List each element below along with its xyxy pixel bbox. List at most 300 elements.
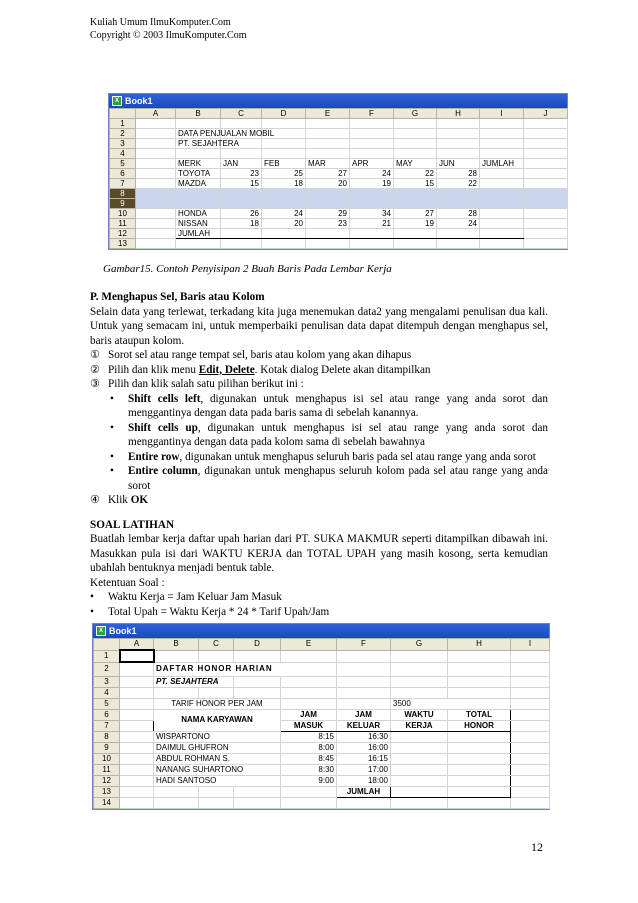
cell[interactable]: 28 bbox=[437, 169, 480, 179]
cell[interactable] bbox=[281, 676, 337, 687]
header-kerja[interactable]: KERJA bbox=[391, 720, 448, 731]
cell[interactable] bbox=[511, 797, 550, 808]
row-header[interactable]: 3 bbox=[94, 676, 120, 687]
jam-masuk[interactable]: 9:00 bbox=[281, 775, 337, 786]
col-header-f[interactable]: F bbox=[337, 639, 391, 651]
cell[interactable] bbox=[480, 179, 524, 189]
step-2 bbox=[90, 363, 548, 378]
cell[interactable] bbox=[437, 139, 480, 149]
cell[interactable] bbox=[524, 159, 568, 169]
cell[interactable] bbox=[437, 239, 480, 249]
cell[interactable] bbox=[136, 149, 176, 159]
active-cell[interactable] bbox=[120, 650, 154, 662]
row-header[interactable]: 13 bbox=[94, 786, 120, 797]
cell[interactable]: 19 bbox=[394, 219, 437, 229]
row-header[interactable]: 2 bbox=[94, 662, 120, 676]
jam-masuk[interactable]: 8:45 bbox=[281, 753, 337, 764]
soal-text: Buatlah lembar kerja daftar upah harian dari PT. SUKA MAKMUR seperti ditampilkan dibawah ini. Masukkan pula isi dari WAKTU KERJA dan TOTAL UPAH yang masih kosong, serta kemudian ubahlah bentuknya menjadi bentuk table. bbox=[90, 533, 548, 574]
rule-2 bbox=[90, 605, 548, 620]
sheet-row bbox=[110, 189, 568, 199]
cell[interactable] bbox=[437, 199, 480, 209]
header-waktu[interactable]: WAKTU bbox=[391, 709, 448, 720]
cell[interactable] bbox=[511, 731, 550, 742]
cell[interactable] bbox=[391, 786, 448, 797]
cell[interactable] bbox=[480, 119, 524, 129]
cell[interactable] bbox=[511, 775, 550, 786]
cell[interactable] bbox=[120, 676, 154, 687]
row-header[interactable]: 4 bbox=[94, 687, 120, 698]
cell[interactable]: 19 bbox=[350, 179, 394, 189]
cell[interactable] bbox=[337, 676, 391, 687]
waktu-kerja[interactable] bbox=[391, 775, 448, 786]
cell[interactable]: 20 bbox=[306, 179, 350, 189]
cell[interactable] bbox=[221, 199, 262, 209]
cell[interactable] bbox=[136, 179, 176, 189]
window-titlebar[interactable] bbox=[109, 94, 567, 108]
header-jam[interactable]: JAM bbox=[281, 709, 337, 720]
cell[interactable]: HONDA bbox=[176, 209, 221, 219]
col-header-h[interactable]: H bbox=[448, 639, 511, 651]
cell[interactable]: APR bbox=[350, 159, 394, 169]
cell[interactable]: 25 bbox=[262, 169, 306, 179]
cell[interactable] bbox=[394, 229, 437, 239]
header-line-2: Copyright © 2003 IlmuKomputer.Com bbox=[90, 30, 247, 41]
cell[interactable] bbox=[281, 797, 337, 808]
col-header-i[interactable]: I bbox=[511, 639, 550, 651]
cell[interactable] bbox=[136, 199, 176, 209]
cell[interactable] bbox=[120, 764, 154, 775]
cell[interactable] bbox=[350, 189, 394, 199]
cell[interactable] bbox=[199, 687, 234, 698]
cell[interactable] bbox=[394, 119, 437, 129]
cell[interactable] bbox=[306, 139, 350, 149]
cell[interactable] bbox=[234, 687, 281, 698]
cell[interactable] bbox=[306, 239, 350, 249]
cell[interactable]: FEB bbox=[262, 159, 306, 169]
cell[interactable] bbox=[176, 119, 221, 129]
col-header-f[interactable]: F bbox=[350, 109, 394, 119]
step-text: Sorot sel atau range tempat sel, baris atau kolom yang akan dihapus bbox=[108, 349, 412, 361]
jam-keluar[interactable]: 16:15 bbox=[337, 753, 391, 764]
cell[interactable] bbox=[136, 129, 176, 139]
cell[interactable] bbox=[176, 149, 221, 159]
select-all-corner[interactable] bbox=[94, 639, 120, 651]
cell[interactable] bbox=[120, 720, 154, 731]
cell[interactable]: TOYOTA bbox=[176, 169, 221, 179]
cell[interactable]: 18 bbox=[221, 219, 262, 229]
option-label: Shift cells left bbox=[128, 392, 201, 405]
waktu-kerja[interactable] bbox=[391, 731, 448, 742]
row-header[interactable]: 8 bbox=[110, 189, 136, 199]
cell[interactable] bbox=[437, 229, 480, 239]
col-header-e[interactable]: E bbox=[281, 639, 337, 651]
cell[interactable] bbox=[120, 786, 154, 797]
cell[interactable] bbox=[350, 129, 394, 139]
cell[interactable] bbox=[448, 676, 511, 687]
sheet-title-cell[interactable]: DAFTAR HONOR HARIAN bbox=[154, 662, 337, 676]
cell[interactable]: JUMLAH bbox=[176, 229, 221, 239]
cell[interactable] bbox=[480, 129, 524, 139]
row-header[interactable]: 5 bbox=[94, 698, 120, 709]
cell[interactable]: 29 bbox=[306, 209, 350, 219]
row-header[interactable]: 3 bbox=[110, 139, 136, 149]
cell[interactable] bbox=[221, 119, 262, 129]
jam-masuk[interactable]: 8:00 bbox=[281, 742, 337, 753]
cell[interactable]: 15 bbox=[394, 179, 437, 189]
cell[interactable]: 23 bbox=[221, 169, 262, 179]
cell[interactable] bbox=[524, 179, 568, 189]
col-header-c[interactable]: C bbox=[221, 109, 262, 119]
jam-keluar[interactable]: 16:00 bbox=[337, 742, 391, 753]
sheet-row bbox=[94, 786, 550, 797]
jam-keluar[interactable]: 18:00 bbox=[337, 775, 391, 786]
cell[interactable] bbox=[337, 698, 391, 709]
cell[interactable]: MAY bbox=[394, 159, 437, 169]
header-total[interactable]: TOTAL bbox=[448, 709, 511, 720]
bullet-icon: • bbox=[90, 605, 94, 618]
cell[interactable] bbox=[480, 139, 524, 149]
cell[interactable] bbox=[154, 786, 199, 797]
select-all-corner[interactable] bbox=[110, 109, 136, 119]
row-header[interactable]: 6 bbox=[110, 169, 136, 179]
cell[interactable] bbox=[394, 239, 437, 249]
cell[interactable] bbox=[480, 229, 524, 239]
cell[interactable] bbox=[306, 129, 350, 139]
cell[interactable]: 15 bbox=[221, 179, 262, 189]
cell[interactable] bbox=[221, 149, 262, 159]
cell[interactable] bbox=[154, 797, 199, 808]
cell[interactable] bbox=[120, 753, 154, 764]
cell[interactable] bbox=[524, 209, 568, 219]
cell[interactable] bbox=[524, 139, 568, 149]
cell[interactable] bbox=[306, 149, 350, 159]
cell[interactable] bbox=[524, 239, 568, 249]
cell[interactable] bbox=[281, 650, 337, 662]
excel-icon: X bbox=[112, 96, 122, 106]
cell[interactable] bbox=[391, 650, 448, 662]
col-header-a[interactable]: A bbox=[136, 109, 176, 119]
cell[interactable] bbox=[511, 786, 550, 797]
cell[interactable] bbox=[262, 199, 306, 209]
total-honor[interactable] bbox=[448, 753, 511, 764]
cell[interactable] bbox=[281, 786, 337, 797]
col-header-a[interactable]: A bbox=[120, 639, 154, 651]
row-header[interactable]: 1 bbox=[94, 650, 120, 662]
col-header-i[interactable]: I bbox=[480, 109, 524, 119]
cell[interactable]: NISSAN bbox=[176, 219, 221, 229]
cell[interactable] bbox=[306, 199, 350, 209]
sheet-row bbox=[94, 676, 550, 687]
cell[interactable]: MAR bbox=[306, 159, 350, 169]
cell[interactable] bbox=[306, 189, 350, 199]
cell[interactable] bbox=[337, 662, 391, 676]
cell[interactable] bbox=[306, 119, 350, 129]
row-header[interactable]: 11 bbox=[110, 219, 136, 229]
cell[interactable] bbox=[136, 209, 176, 219]
cell[interactable] bbox=[221, 239, 262, 249]
window-titlebar[interactable] bbox=[93, 624, 549, 638]
row-header[interactable]: 9 bbox=[110, 199, 136, 209]
cell[interactable] bbox=[136, 219, 176, 229]
jam-masuk[interactable]: 8:30 bbox=[281, 764, 337, 775]
cell[interactable] bbox=[437, 149, 480, 159]
col-header-e[interactable]: E bbox=[306, 109, 350, 119]
step-marker: ① bbox=[90, 349, 101, 361]
cell[interactable] bbox=[136, 139, 176, 149]
cell[interactable] bbox=[448, 786, 511, 797]
total-honor[interactable] bbox=[448, 731, 511, 742]
cell[interactable] bbox=[480, 189, 524, 199]
waktu-kerja[interactable] bbox=[391, 753, 448, 764]
cell[interactable] bbox=[524, 169, 568, 179]
cell[interactable] bbox=[480, 149, 524, 159]
total-honor[interactable] bbox=[448, 742, 511, 753]
row-header[interactable]: 1 bbox=[110, 119, 136, 129]
col-header-g[interactable]: G bbox=[394, 109, 437, 119]
table-row bbox=[94, 753, 550, 764]
cell[interactable] bbox=[306, 229, 350, 239]
cell[interactable] bbox=[234, 786, 281, 797]
cell[interactable]: DATA PENJUALAN MOBIL bbox=[176, 129, 221, 139]
cell[interactable] bbox=[136, 229, 176, 239]
cell[interactable] bbox=[234, 650, 281, 662]
cell[interactable] bbox=[511, 676, 550, 687]
row-header[interactable]: 7 bbox=[110, 179, 136, 189]
cell[interactable] bbox=[337, 650, 391, 662]
cell[interactable] bbox=[350, 119, 394, 129]
cell[interactable]: JUN bbox=[437, 159, 480, 169]
cell[interactable] bbox=[120, 731, 154, 742]
jumlah-label[interactable]: JUMLAH bbox=[337, 786, 391, 797]
waktu-kerja[interactable] bbox=[391, 742, 448, 753]
row-header[interactable]: 9 bbox=[94, 742, 120, 753]
cell[interactable] bbox=[511, 698, 550, 709]
row-header[interactable]: 2 bbox=[110, 129, 136, 139]
cell[interactable]: JUMLAH bbox=[480, 159, 524, 169]
row-header[interactable]: 5 bbox=[110, 159, 136, 169]
total-honor[interactable] bbox=[448, 764, 511, 775]
cell[interactable] bbox=[511, 687, 550, 698]
header-masuk[interactable]: MASUK bbox=[281, 720, 337, 731]
cell[interactable] bbox=[120, 709, 154, 720]
company-cell[interactable]: PT. SEJAHTERA bbox=[154, 676, 234, 687]
cell[interactable] bbox=[480, 199, 524, 209]
cell[interactable] bbox=[120, 662, 154, 676]
cell[interactable] bbox=[262, 139, 306, 149]
header-jam[interactable]: JAM bbox=[337, 709, 391, 720]
cell[interactable]: 27 bbox=[306, 169, 350, 179]
row-header[interactable]: 10 bbox=[94, 753, 120, 764]
cell[interactable] bbox=[154, 650, 199, 662]
col-header-b[interactable]: B bbox=[154, 639, 199, 651]
cell[interactable] bbox=[120, 687, 154, 698]
cell[interactable]: PT. SEJAHTERA bbox=[176, 139, 221, 149]
cell[interactable] bbox=[136, 169, 176, 179]
cell[interactable] bbox=[281, 687, 337, 698]
cell[interactable] bbox=[120, 775, 154, 786]
jam-keluar[interactable]: 16:30 bbox=[337, 731, 391, 742]
cell[interactable]: 23 bbox=[306, 219, 350, 229]
row-header[interactable]: 7 bbox=[94, 720, 120, 731]
cell[interactable]: MERK bbox=[176, 159, 221, 169]
cell[interactable] bbox=[394, 149, 437, 159]
cell[interactable]: MAZDA bbox=[176, 179, 221, 189]
col-header-d[interactable]: D bbox=[262, 109, 306, 119]
cell[interactable] bbox=[524, 229, 568, 239]
row-header[interactable]: 10 bbox=[110, 209, 136, 219]
tarif-label-cell[interactable]: TARIF HONOR PER JAM bbox=[154, 698, 281, 709]
jam-masuk[interactable]: 8:15 bbox=[281, 731, 337, 742]
cell[interactable]: 28 bbox=[437, 209, 480, 219]
row-header[interactable]: 12 bbox=[94, 775, 120, 786]
sheet-grid-1 bbox=[109, 108, 568, 249]
cell[interactable] bbox=[350, 139, 394, 149]
header-keluar[interactable]: KELUAR bbox=[337, 720, 391, 731]
cell[interactable] bbox=[281, 698, 337, 709]
cell[interactable]: 26 bbox=[221, 209, 262, 219]
cell[interactable] bbox=[350, 199, 394, 209]
cell[interactable] bbox=[448, 662, 511, 676]
cell[interactable] bbox=[524, 189, 568, 199]
cell[interactable] bbox=[221, 229, 262, 239]
cell[interactable] bbox=[511, 720, 550, 731]
total-honor[interactable] bbox=[448, 775, 511, 786]
cell[interactable] bbox=[391, 662, 448, 676]
table-row bbox=[94, 731, 550, 742]
row-header[interactable]: 13 bbox=[110, 239, 136, 249]
cell[interactable] bbox=[136, 119, 176, 129]
cell[interactable] bbox=[437, 189, 480, 199]
cell[interactable] bbox=[524, 219, 568, 229]
cell[interactable] bbox=[350, 239, 394, 249]
cell[interactable]: 22 bbox=[437, 179, 480, 189]
cell[interactable] bbox=[437, 129, 480, 139]
cell[interactable]: 21 bbox=[350, 219, 394, 229]
cell[interactable] bbox=[136, 159, 176, 169]
cell[interactable] bbox=[524, 129, 568, 139]
cell[interactable] bbox=[394, 129, 437, 139]
employee-name[interactable]: HADI SANTOSO bbox=[154, 775, 281, 786]
cell[interactable] bbox=[154, 687, 199, 698]
cell[interactable] bbox=[234, 676, 281, 687]
col-header-d[interactable]: D bbox=[234, 639, 281, 651]
cell[interactable]: 24 bbox=[262, 209, 306, 219]
employee-name[interactable]: ABDUL ROHMAN S. bbox=[154, 753, 281, 764]
col-header-j[interactable]: J bbox=[524, 109, 568, 119]
cell[interactable] bbox=[221, 189, 262, 199]
row-header[interactable]: 4 bbox=[110, 149, 136, 159]
cell[interactable] bbox=[394, 189, 437, 199]
cell[interactable] bbox=[199, 786, 234, 797]
cell[interactable]: 24 bbox=[350, 169, 394, 179]
cell[interactable] bbox=[350, 149, 394, 159]
cell[interactable] bbox=[448, 687, 511, 698]
row-header[interactable]: 14 bbox=[94, 797, 120, 808]
cell[interactable] bbox=[199, 797, 234, 808]
cell[interactable] bbox=[120, 742, 154, 753]
window-title: Book1 bbox=[125, 96, 153, 106]
cell[interactable] bbox=[136, 239, 176, 249]
cell[interactable] bbox=[262, 239, 306, 249]
col-header-c[interactable]: C bbox=[199, 639, 234, 651]
cell[interactable] bbox=[524, 119, 568, 129]
cell[interactable]: JAN bbox=[221, 159, 262, 169]
cell[interactable] bbox=[511, 764, 550, 775]
cell[interactable] bbox=[262, 149, 306, 159]
cell[interactable]: 20 bbox=[262, 219, 306, 229]
cell[interactable] bbox=[136, 189, 176, 199]
waktu-kerja[interactable] bbox=[391, 764, 448, 775]
employee-name[interactable]: NANANG SUHARTONO bbox=[154, 764, 281, 775]
col-header-h[interactable]: H bbox=[437, 109, 480, 119]
cell[interactable] bbox=[480, 239, 524, 249]
sheet-row bbox=[110, 179, 568, 189]
cell[interactable] bbox=[234, 797, 281, 808]
cell[interactable] bbox=[524, 199, 568, 209]
cell[interactable] bbox=[176, 239, 221, 249]
cell[interactable]: 27 bbox=[394, 209, 437, 219]
cell[interactable] bbox=[350, 229, 394, 239]
col-header-g[interactable]: G bbox=[391, 639, 448, 651]
cell[interactable] bbox=[176, 189, 221, 199]
row-header[interactable]: 12 bbox=[110, 229, 136, 239]
header-honor[interactable]: HONOR bbox=[448, 720, 511, 731]
cell[interactable] bbox=[511, 753, 550, 764]
jam-keluar[interactable]: 17:00 bbox=[337, 764, 391, 775]
employee-name[interactable]: WISPARTONO bbox=[154, 731, 281, 742]
row-header[interactable]: 11 bbox=[94, 764, 120, 775]
cell[interactable] bbox=[176, 199, 221, 209]
col-header-b[interactable]: B bbox=[176, 109, 221, 119]
cell[interactable]: 18 bbox=[262, 179, 306, 189]
cell[interactable] bbox=[199, 650, 234, 662]
cell[interactable] bbox=[120, 797, 154, 808]
cell[interactable] bbox=[511, 742, 550, 753]
sheet-row bbox=[110, 139, 568, 149]
cell[interactable] bbox=[337, 687, 391, 698]
cell[interactable] bbox=[448, 797, 511, 808]
cell[interactable] bbox=[511, 709, 550, 720]
cell[interactable] bbox=[480, 219, 524, 229]
cell[interactable] bbox=[480, 209, 524, 219]
employee-name[interactable]: DAIMUL GHUFRON bbox=[154, 742, 281, 753]
cell[interactable] bbox=[511, 650, 550, 662]
cell[interactable] bbox=[511, 662, 550, 676]
tarif-value-cell[interactable]: 3500 bbox=[391, 698, 511, 709]
cell[interactable] bbox=[394, 139, 437, 149]
cell[interactable] bbox=[262, 229, 306, 239]
cell[interactable] bbox=[337, 797, 391, 808]
row-header[interactable]: 8 bbox=[94, 731, 120, 742]
cell[interactable] bbox=[120, 698, 154, 709]
cell[interactable] bbox=[262, 189, 306, 199]
cell[interactable] bbox=[394, 199, 437, 209]
cell[interactable] bbox=[391, 797, 448, 808]
row-header[interactable]: 6 bbox=[94, 709, 120, 720]
cell[interactable] bbox=[391, 687, 448, 698]
cell[interactable] bbox=[524, 149, 568, 159]
cell[interactable]: 24 bbox=[437, 219, 480, 229]
cell[interactable] bbox=[480, 169, 524, 179]
cell[interactable]: 34 bbox=[350, 209, 394, 219]
cell[interactable] bbox=[437, 119, 480, 129]
section-intro: Selain data yang terlewat, terkadang kita juga menemukan data2 yang mengalami penulisan dua kali. Untuk yang semacam ini, untuk memperbaiki penulisan data dapat ditempuh dengan menghapus sel, baris ataupun kolom. bbox=[90, 305, 548, 347]
cell[interactable] bbox=[391, 676, 448, 687]
header-nama[interactable]: NAMA KARYAWAN bbox=[154, 709, 281, 731]
cell[interactable]: 22 bbox=[394, 169, 437, 179]
cell[interactable] bbox=[262, 119, 306, 129]
cell[interactable] bbox=[448, 650, 511, 662]
